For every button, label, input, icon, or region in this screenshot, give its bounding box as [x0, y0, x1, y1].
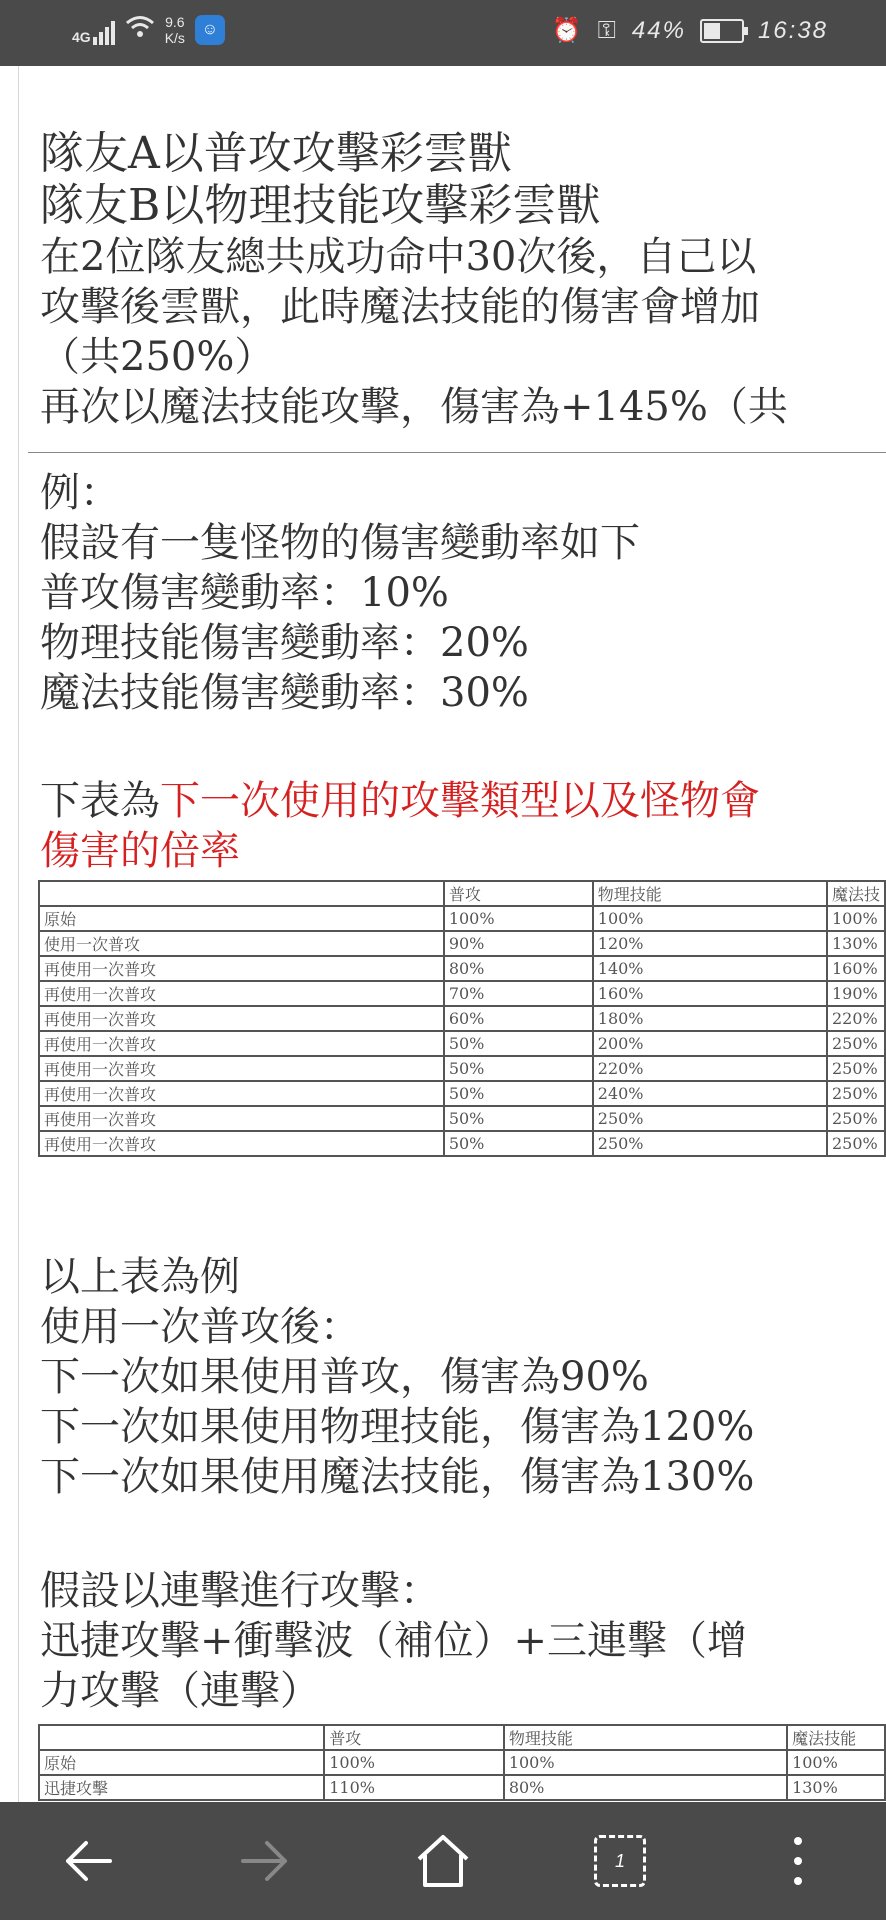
text-line: 使用一次普攻後： — [40, 1304, 360, 1350]
text-line: 力攻擊（連擊） — [40, 1668, 320, 1714]
row-label-cell: 再使用一次普攻 — [39, 956, 444, 981]
row-label-cell: 迅捷攻擊 — [39, 1775, 324, 1800]
table-row — [39, 1031, 885, 1056]
value-cell: 220% — [827, 1006, 885, 1031]
row-label-cell: 再使用一次普攻 — [39, 1131, 444, 1156]
text-line: 攻擊後雲獸，此時魔法技能的傷害會增加 — [40, 284, 760, 330]
tabs-icon — [594, 1835, 646, 1887]
caption-prefix: 下表為 — [40, 778, 160, 824]
table-row — [39, 906, 885, 931]
network-speed — [165, 14, 185, 46]
value-cell: 250% — [827, 1031, 885, 1056]
value-cell: 100% — [324, 1750, 504, 1775]
table-row — [39, 1056, 885, 1081]
row-label-cell: 原始 — [39, 906, 444, 931]
network-type: 4G — [72, 29, 91, 45]
value-cell: 220% — [593, 1056, 827, 1081]
table-header-row — [39, 1725, 885, 1750]
table-caption — [40, 776, 760, 876]
value-cell: 240% — [593, 1081, 827, 1106]
row-label-cell: 再使用一次普攻 — [39, 1006, 444, 1031]
key-icon: ⚿ — [597, 16, 618, 44]
value-cell: 250% — [827, 1081, 885, 1106]
table-row — [39, 1131, 885, 1156]
value-cell: 100% — [444, 906, 593, 931]
value-cell: 250% — [827, 1056, 885, 1081]
text-line: 隊友A以普攻攻擊彩雲獸 — [40, 128, 512, 179]
header-cell — [39, 1725, 324, 1750]
page-edge — [18, 66, 19, 1802]
row-label-cell: 再使用一次普攻 — [39, 1031, 444, 1056]
text-line: 迅捷攻擊+衝擊波（補位）+三連擊（增 — [40, 1618, 748, 1664]
value-cell: 250% — [593, 1106, 827, 1131]
value-cell: 160% — [827, 956, 885, 981]
value-cell: 120% — [593, 931, 827, 956]
value-cell: 250% — [593, 1131, 827, 1156]
text-line: 在2位隊友總共成功命中30次後，自己以 — [40, 234, 757, 280]
header-cell: 魔法技能 — [787, 1725, 885, 1750]
cellular-signal-icon — [72, 15, 115, 45]
back-arrow-icon — [60, 1833, 116, 1889]
value-cell: 110% — [324, 1775, 504, 1800]
table-row — [39, 1106, 885, 1131]
text-line: 下一次如果使用普攻，傷害為90% — [40, 1354, 649, 1400]
caption-line — [40, 776, 760, 826]
value-cell: 50% — [444, 1131, 593, 1156]
home-icon — [413, 1831, 473, 1891]
value-cell: 200% — [593, 1031, 827, 1056]
caption-highlight-line: 傷害的倍率 — [40, 828, 240, 874]
tab-count: 1 — [614, 1850, 625, 1871]
header-cell — [39, 881, 444, 906]
value-cell: 250% — [827, 1106, 885, 1131]
speed-unit: K/s — [164, 30, 185, 46]
caption-highlight: 下一次使用的攻擊類型以及怪物會 — [160, 778, 760, 824]
forward-button[interactable] — [225, 1826, 305, 1896]
battery-percent: 44% — [631, 16, 686, 44]
value-cell: 140% — [593, 956, 827, 981]
header-cell: 普攻 — [324, 1725, 504, 1750]
value-cell: 50% — [444, 1081, 593, 1106]
table-row — [39, 1006, 885, 1031]
more-vertical-icon — [788, 1833, 808, 1889]
text-line: 物理技能傷害變動率：20% — [40, 620, 529, 666]
intro-text — [40, 128, 788, 432]
row-label-cell: 再使用一次普攻 — [39, 981, 444, 1006]
combo-multiplier-table — [38, 1724, 886, 1801]
text-line: 例： — [40, 470, 120, 516]
table-row — [39, 1775, 885, 1800]
text-line: 再次以魔法技能攻擊，傷害為+145%（共 — [40, 384, 788, 430]
example-text — [40, 468, 640, 718]
text-line: 下一次如果使用物理技能，傷害為120% — [40, 1404, 755, 1450]
value-cell: 50% — [444, 1031, 593, 1056]
value-cell: 130% — [787, 1775, 885, 1800]
row-label-cell: 使用一次普攻 — [39, 931, 444, 956]
value-cell: 60% — [444, 1006, 593, 1031]
divider — [28, 452, 886, 453]
explanation-text — [40, 1252, 754, 1502]
table-row — [39, 931, 885, 956]
row-label-cell: 再使用一次普攻 — [39, 1056, 444, 1081]
back-button[interactable] — [48, 1826, 128, 1896]
table-row — [39, 981, 885, 1006]
text-line: 以上表為例 — [40, 1254, 240, 1300]
value-cell: 50% — [444, 1056, 593, 1081]
text-line: 普攻傷害變動率：10% — [40, 570, 449, 616]
header-cell: 魔法技 — [827, 881, 885, 906]
row-label-cell: 原始 — [39, 1750, 324, 1775]
text-line: （共250%） — [40, 334, 275, 380]
value-cell: 160% — [593, 981, 827, 1006]
value-cell: 80% — [444, 956, 593, 981]
browser-nav-bar — [0, 1802, 886, 1920]
speed-value: 9.6 — [165, 14, 185, 30]
app-notification-icon: ☺ — [195, 15, 225, 45]
value-cell: 80% — [504, 1775, 787, 1800]
combo-text — [40, 1566, 747, 1716]
header-cell: 普攻 — [444, 881, 593, 906]
wifi-icon — [125, 14, 155, 46]
battery-icon — [700, 19, 744, 43]
home-button[interactable] — [403, 1826, 483, 1896]
clock: 16:38 — [757, 16, 828, 44]
header-cell: 物理技能 — [504, 1725, 787, 1750]
value-cell: 250% — [827, 1131, 885, 1156]
value-cell: 100% — [504, 1750, 787, 1775]
status-bar — [0, 0, 886, 66]
header-cell: 物理技能 — [593, 881, 827, 906]
value-cell: 180% — [593, 1006, 827, 1031]
text-line: 隊友B以物理技能攻擊彩雲獸 — [40, 180, 601, 231]
value-cell: 100% — [787, 1750, 885, 1775]
value-cell: 90% — [444, 931, 593, 956]
text-line: 假設有一隻怪物的傷害變動率如下 — [40, 520, 640, 566]
menu-button[interactable] — [758, 1826, 838, 1896]
table-header-row — [39, 881, 885, 906]
forward-arrow-icon — [237, 1833, 293, 1889]
table-row — [39, 956, 885, 981]
table-row — [39, 1750, 885, 1775]
value-cell: 70% — [444, 981, 593, 1006]
alarm-icon: ⏰ — [551, 17, 584, 44]
row-label-cell: 再使用一次普攻 — [39, 1106, 444, 1131]
value-cell: 100% — [593, 906, 827, 931]
text-line: 魔法技能傷害變動率：30% — [40, 670, 529, 716]
damage-multiplier-table — [38, 880, 886, 1157]
tabs-button[interactable] — [580, 1826, 660, 1896]
value-cell: 50% — [444, 1106, 593, 1131]
value-cell: 190% — [827, 981, 885, 1006]
text-line: 下一次如果使用魔法技能，傷害為130% — [40, 1454, 755, 1500]
value-cell: 100% — [827, 906, 885, 931]
row-label-cell: 再使用一次普攻 — [39, 1081, 444, 1106]
text-line: 假設以連擊進行攻擊： — [40, 1568, 440, 1614]
table-row — [39, 1081, 885, 1106]
value-cell: 130% — [827, 931, 885, 956]
